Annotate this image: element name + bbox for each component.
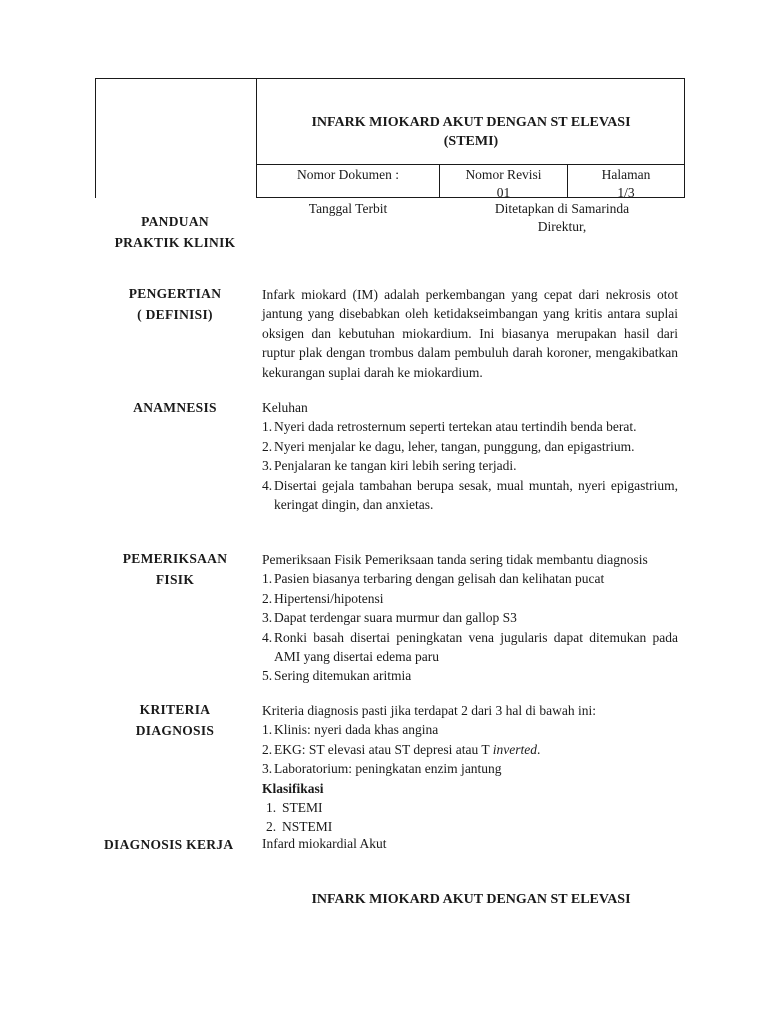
list-item: 3. Dapat terdengar suara murmur dan gallop S3 — [262, 610, 517, 626]
anamnesis-intro: Keluhan — [262, 400, 308, 415]
list-item: 2. Nyeri menjalar ke dagu, leher, tangan, punggung, dan epigastrium. — [262, 438, 635, 454]
pemeriksaan-label-line1: PEMERIKSAAN — [122, 551, 228, 566]
list-item: 1. Pasien biasanya terbaring dengan gelisah dan kelihatan pucat — [262, 571, 605, 587]
pemeriksaan-label — [75, 548, 275, 590]
ditetapkan-block — [440, 200, 684, 236]
nomor-revisi-cell — [440, 166, 567, 202]
list-item: 2. NSTEMI — [266, 819, 333, 835]
kriteria-content — [262, 701, 678, 837]
panduan-line1: PANDUAN — [141, 214, 209, 229]
list-item: 4. Disertai gejala tambahan berupa sesak, mual muntah, nyeri epigastrium, keringat dingin, dan anxietas. — [262, 477, 678, 513]
table-left-border — [95, 78, 96, 198]
pemeriksaan-intro: Pemeriksaan Fisik Pemeriksaan tanda sering tidak membantu diagnosis — [262, 552, 648, 567]
pengertian-label-line1: PENGERTIAN — [128, 286, 222, 301]
kriteria-label-line2: DIAGNOSIS — [135, 723, 215, 738]
nomor-revisi-label: Nomor Revisi — [465, 167, 542, 182]
pemeriksaan-content — [262, 550, 678, 686]
list-item: 3. Laboratorium: peningkatan enzim jantung — [262, 761, 502, 777]
footer-title: INFARK MIOKARD AKUT DENGAN ST ELEVASI — [311, 892, 631, 907]
kriteria-intro: Kriteria diagnosis pasti jika terdapat 2 dari 3 hal di bawah ini: — [262, 703, 597, 718]
panduan-praktik-klinik — [75, 211, 275, 253]
klasifikasi-label: Klasifikasi — [262, 780, 324, 796]
diagnosis-kerja-label: DIAGNOSIS KERJA — [104, 837, 234, 852]
kriteria-label-line1: KRITERIA — [139, 702, 211, 717]
list-item: 1. Nyeri dada retrosternum seperti tertekan atau tertindih benda berat. — [262, 419, 637, 435]
table-right-border — [684, 78, 685, 198]
pengertian-label — [75, 283, 275, 325]
list-item: 1. STEMI — [266, 800, 323, 816]
list-item: 1. Klinis: nyeri dada khas angina — [262, 722, 439, 738]
list-item: 3. Penjalaran ke tangan kiri lebih sering terjadi. — [262, 458, 517, 474]
table-row-divider — [256, 164, 685, 165]
document-title — [258, 113, 684, 151]
list-item: 5. Sering ditemukan aritmia — [262, 668, 412, 684]
halaman-label: Halaman — [601, 167, 651, 182]
nomor-revisi-value: 01 — [496, 185, 511, 200]
kriteria-label — [75, 699, 275, 741]
list-item: 2. EKG: ST elevasi atau ST depresi atau T inverted. — [262, 741, 541, 757]
ditetapkan-line1: Ditetapkan di Samarinda — [494, 201, 630, 216]
panduan-line2: PRAKTIK KLINIK — [114, 235, 236, 250]
diagnosis-kerja-text: Infard miokardial Akut — [262, 836, 387, 851]
list-item: 4. Ronki basah disertai peningkatan vena jugularis dapat ditemukan pada AMI yang disertai edema paru — [262, 629, 678, 665]
anamnesis-label: ANAMNESIS — [133, 400, 217, 415]
halaman-cell — [568, 166, 684, 202]
pemeriksaan-label-line2: FISIK — [155, 572, 195, 587]
nomor-dokumen-label: Nomor Dokumen : — [297, 167, 399, 182]
document-title-line2: (STEMI) — [443, 134, 499, 149]
halaman-value: 1/3 — [617, 185, 635, 200]
nomor-dokumen-cell — [257, 166, 439, 184]
document-title-line1: INFARK MIOKARD AKUT DENGAN ST ELEVASI — [311, 115, 631, 130]
list-item: 2. Hipertensi/hipotensi — [262, 590, 384, 606]
anamnesis-content — [262, 398, 678, 514]
table-top-border — [95, 78, 685, 79]
tanggal-terbit-label: Tanggal Terbit — [308, 201, 388, 216]
pengertian-text: Infark miokard (IM) adalah perkembangan yang cepat dari nekrosis otot jantung yang disebabkan oleh ketidakseimbangan yang kritis antara suplai oksigen dan kebutuhan miokardium. Ini biasanya merupakan hasil dari ruptur plak dengan trombus dalam pembuluh darah koroner, mengakibatkan kekurangan suplai darah ke miokardium. — [262, 287, 678, 380]
pengertian-label-line2: ( DEFINISI) — [137, 307, 213, 322]
ditetapkan-line2: Direktur, — [537, 219, 587, 234]
